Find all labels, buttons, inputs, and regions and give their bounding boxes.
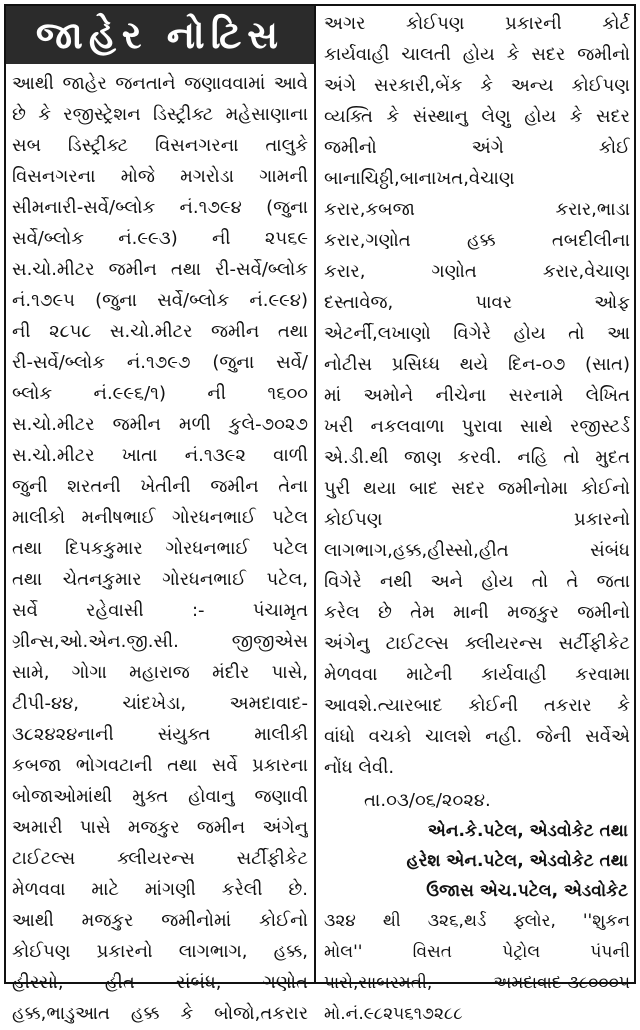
body-line: લાગભાગ,હક્ક,હીસ્સો,હીત સંબંધ	[324, 540, 630, 561]
signatory-line: એન.કે.પટેલ, એડવોકેટ તથા	[427, 821, 628, 841]
body-line: દસ્તાવેજ, પાવર ઓફ	[324, 292, 630, 313]
body-line: સીમનારી-સર્વે/બ્લોક નં.૧૭૯૪ (જુના	[12, 197, 308, 218]
address-line: ૩૨૪ થી ૩૨૬,થર્ડ ફ્લોર, ''શુકન	[324, 911, 630, 931]
body-line: સ.ચો.મીટર ખાતા નં.૧૩૯૨ વાળી	[12, 445, 308, 466]
body-line: ગ્રીન્સ,ઓ.એન.જી.સી. જીજીએસ	[12, 631, 308, 652]
body-line: જુની શરતની ખેતીની જમીન તેના	[12, 476, 308, 497]
body-line: સર્વે/બ્લોક નં.૯૯૩) ની ૨૫૬૯	[12, 228, 308, 249]
body-line: અગર કોઈપણ પ્રકારની કોર્ટ	[324, 13, 630, 34]
body-line: કબજા ભોગવટાની તથા સર્વે પ્રકારના	[12, 755, 308, 776]
phone-number: મો.નં.૯૮૨૫૬૧૭૨૮૮	[324, 1004, 463, 1024]
body-line: બોજાઓમાંથી મુક્ત હોવાનુ જણાવી	[12, 786, 308, 807]
body-line: કરાર,ગણોત હક્ક તબદીલીના	[324, 230, 630, 251]
column-divider	[314, 6, 316, 982]
body-line: બ્લોક નં.૯૯૬/૧) ની ૧૬૦૦	[12, 383, 308, 404]
public-notice	[4, 4, 636, 1024]
body-line: તથા દિપકકુમાર ગોરધનભાઈ પટેલ	[12, 538, 308, 559]
body-line: મેળવવા માટેની કાર્યવાહી કરવામા	[324, 664, 630, 685]
body-line: આવશે.ત્યારબાદ કોઈની તકરાર કે	[324, 695, 630, 716]
signatory-line: ઉજાસ એચ.પટેલ, એડવોકેટ	[426, 881, 628, 901]
body-line: નોંધ લેવી.	[324, 757, 395, 778]
body-line: આથી જાહેર જનતાને જણાવવામાં આવે	[12, 73, 308, 94]
body-line: સબ ડિસ્ટ્રીક્ટ વિસનગરના તાલુકે	[12, 135, 308, 156]
body-line: અંગેનુ ટાઈટલ્સ ક્લીયરન્સ સર્ટીફીકેટ	[324, 633, 630, 654]
body-line: ૩૮૨૪૨૪નાની સંયુક્ત માલીકી	[12, 724, 308, 745]
body-line: કોઈપણ પ્રકારનો લાગભાગ, હક્ક,	[12, 941, 308, 962]
body-line: સ.ચો.મીટર જમીન મળી કુલે-૭૦૨૭	[12, 414, 308, 435]
body-line: ખરી નકલવાળા પુરાવા સાથે રજીસ્ટર્ડ	[324, 416, 630, 437]
signatory-line: હરેશ એન.પટેલ, એડવોકેટ તથા	[406, 851, 628, 871]
body-line: એ.ડી.થી જાણ કરવી. નહિ તો મુદત	[324, 447, 630, 468]
body-line: અમારી પાસે મજકુર જમીન અંગેનુ	[12, 817, 308, 838]
notice-date: તા.૦૩/૦૬/૨૦૨૪.	[364, 790, 491, 811]
body-line: મેળવવા માટે માંગણી કરેલી છે.	[12, 879, 308, 900]
body-line: હક્ક,ભાડુઆત હક્ક કે બોજો,તકરાર	[12, 1003, 308, 1024]
body-line: છે કે રજીસ્ટ્રેશન ડિસ્ટ્રીક્ટ મહેસાણાના	[12, 104, 308, 125]
body-line: પુરી થયા બાદ સદર જમીનોમા કોઈનો	[324, 478, 630, 499]
body-line: નં.૧૭૯૫ (જુના સર્વે/બ્લોક નં.૯૯૪)	[12, 290, 308, 311]
body-line: ટીપી-૪૪, ચાંદખેડા, અમદાવાદ-	[12, 693, 308, 714]
body-line: એટર્ની,લખાણો વિગેરે હોય તો આ	[324, 323, 630, 344]
notice-body-right-column	[324, 8, 630, 1024]
body-line: તથા ચેતનકુમાર ગોરધનભાઈ પટેલ,	[12, 569, 308, 590]
body-line: કરેલ છે તેમ માની મજકુર જમીનો	[324, 602, 630, 623]
body-line: કરાર,કબજા કરાર,ભાડા	[324, 199, 630, 220]
body-line: નોટીસ પ્રસિધ્ધ થયે દિન-૦૭ (સાત)	[324, 354, 630, 375]
body-line: વાંધો વચકો ચાલશે નહી. જેની સર્વેએ	[324, 726, 630, 747]
body-line: ની ૨૮૫૮ સ.ચો.મીટર જમીન તથા	[12, 321, 308, 342]
address-line: પાસે,સાબરમતી, અમદાવાદ-૩૮૦૦૦૫	[324, 973, 630, 993]
body-line: આથી મજકુર જમીનોમાં કોઈનો	[12, 910, 308, 931]
body-line: સામે, ગોગા મહારાજ મંદીર પાસે,	[12, 662, 308, 683]
body-line: વિસનગરના મોજે મગરોડા ગામની	[12, 166, 308, 187]
body-line: કોઈપણ પ્રકારનો	[324, 509, 630, 530]
body-line: માં અમોને નીચેના સરનામે લેખિત	[324, 385, 630, 406]
body-line: કરાર, ગણોત કરાર,વેચાણ	[324, 261, 630, 282]
body-line: વિગેરે નથી અને હોય તો તે જતા	[324, 571, 630, 592]
notice-title: જાહેર નોટિસ	[6, 6, 314, 64]
body-line: માલીકો મનીષભાઈ ગોરધનભાઈ પટેલ	[12, 507, 308, 528]
body-line: સર્વે રહેવાસી :- પંચામૃત	[12, 600, 308, 621]
body-line: બાનાચિઠ્ઠી,બાનાખત,વેચાણ	[324, 168, 515, 189]
body-line: અંગે સરકારી,બેંક કે અન્ય કોઈપણ	[324, 75, 630, 96]
body-line: રી-સર્વે/બ્લોક નં.૧૭૯૭ (જુના સર્વે/	[12, 352, 308, 373]
body-line: ટાઈટલ્સ ક્લીયરન્સ સર્ટીફીકેટ	[12, 848, 308, 869]
body-line: હીસ્સો, હીત સંબંધ, ગણોત	[12, 972, 308, 993]
address-line: મોલ'' વિસત પેટ્રોલ પંપની	[324, 942, 630, 962]
body-line: કાર્યવાહી ચાલતી હોય કે સદર જમીનો	[324, 44, 630, 65]
body-line: જમીનો અંગે કોઈ	[324, 137, 630, 158]
body-line: સ.ચો.મીટર જમીન તથા રી-સર્વે/બ્લોક	[12, 259, 308, 280]
body-line: વ્યક્તિ કે સંસ્થાનુ લેણુ હોય કે સદર	[324, 106, 630, 127]
notice-body-left-column	[12, 68, 308, 1024]
